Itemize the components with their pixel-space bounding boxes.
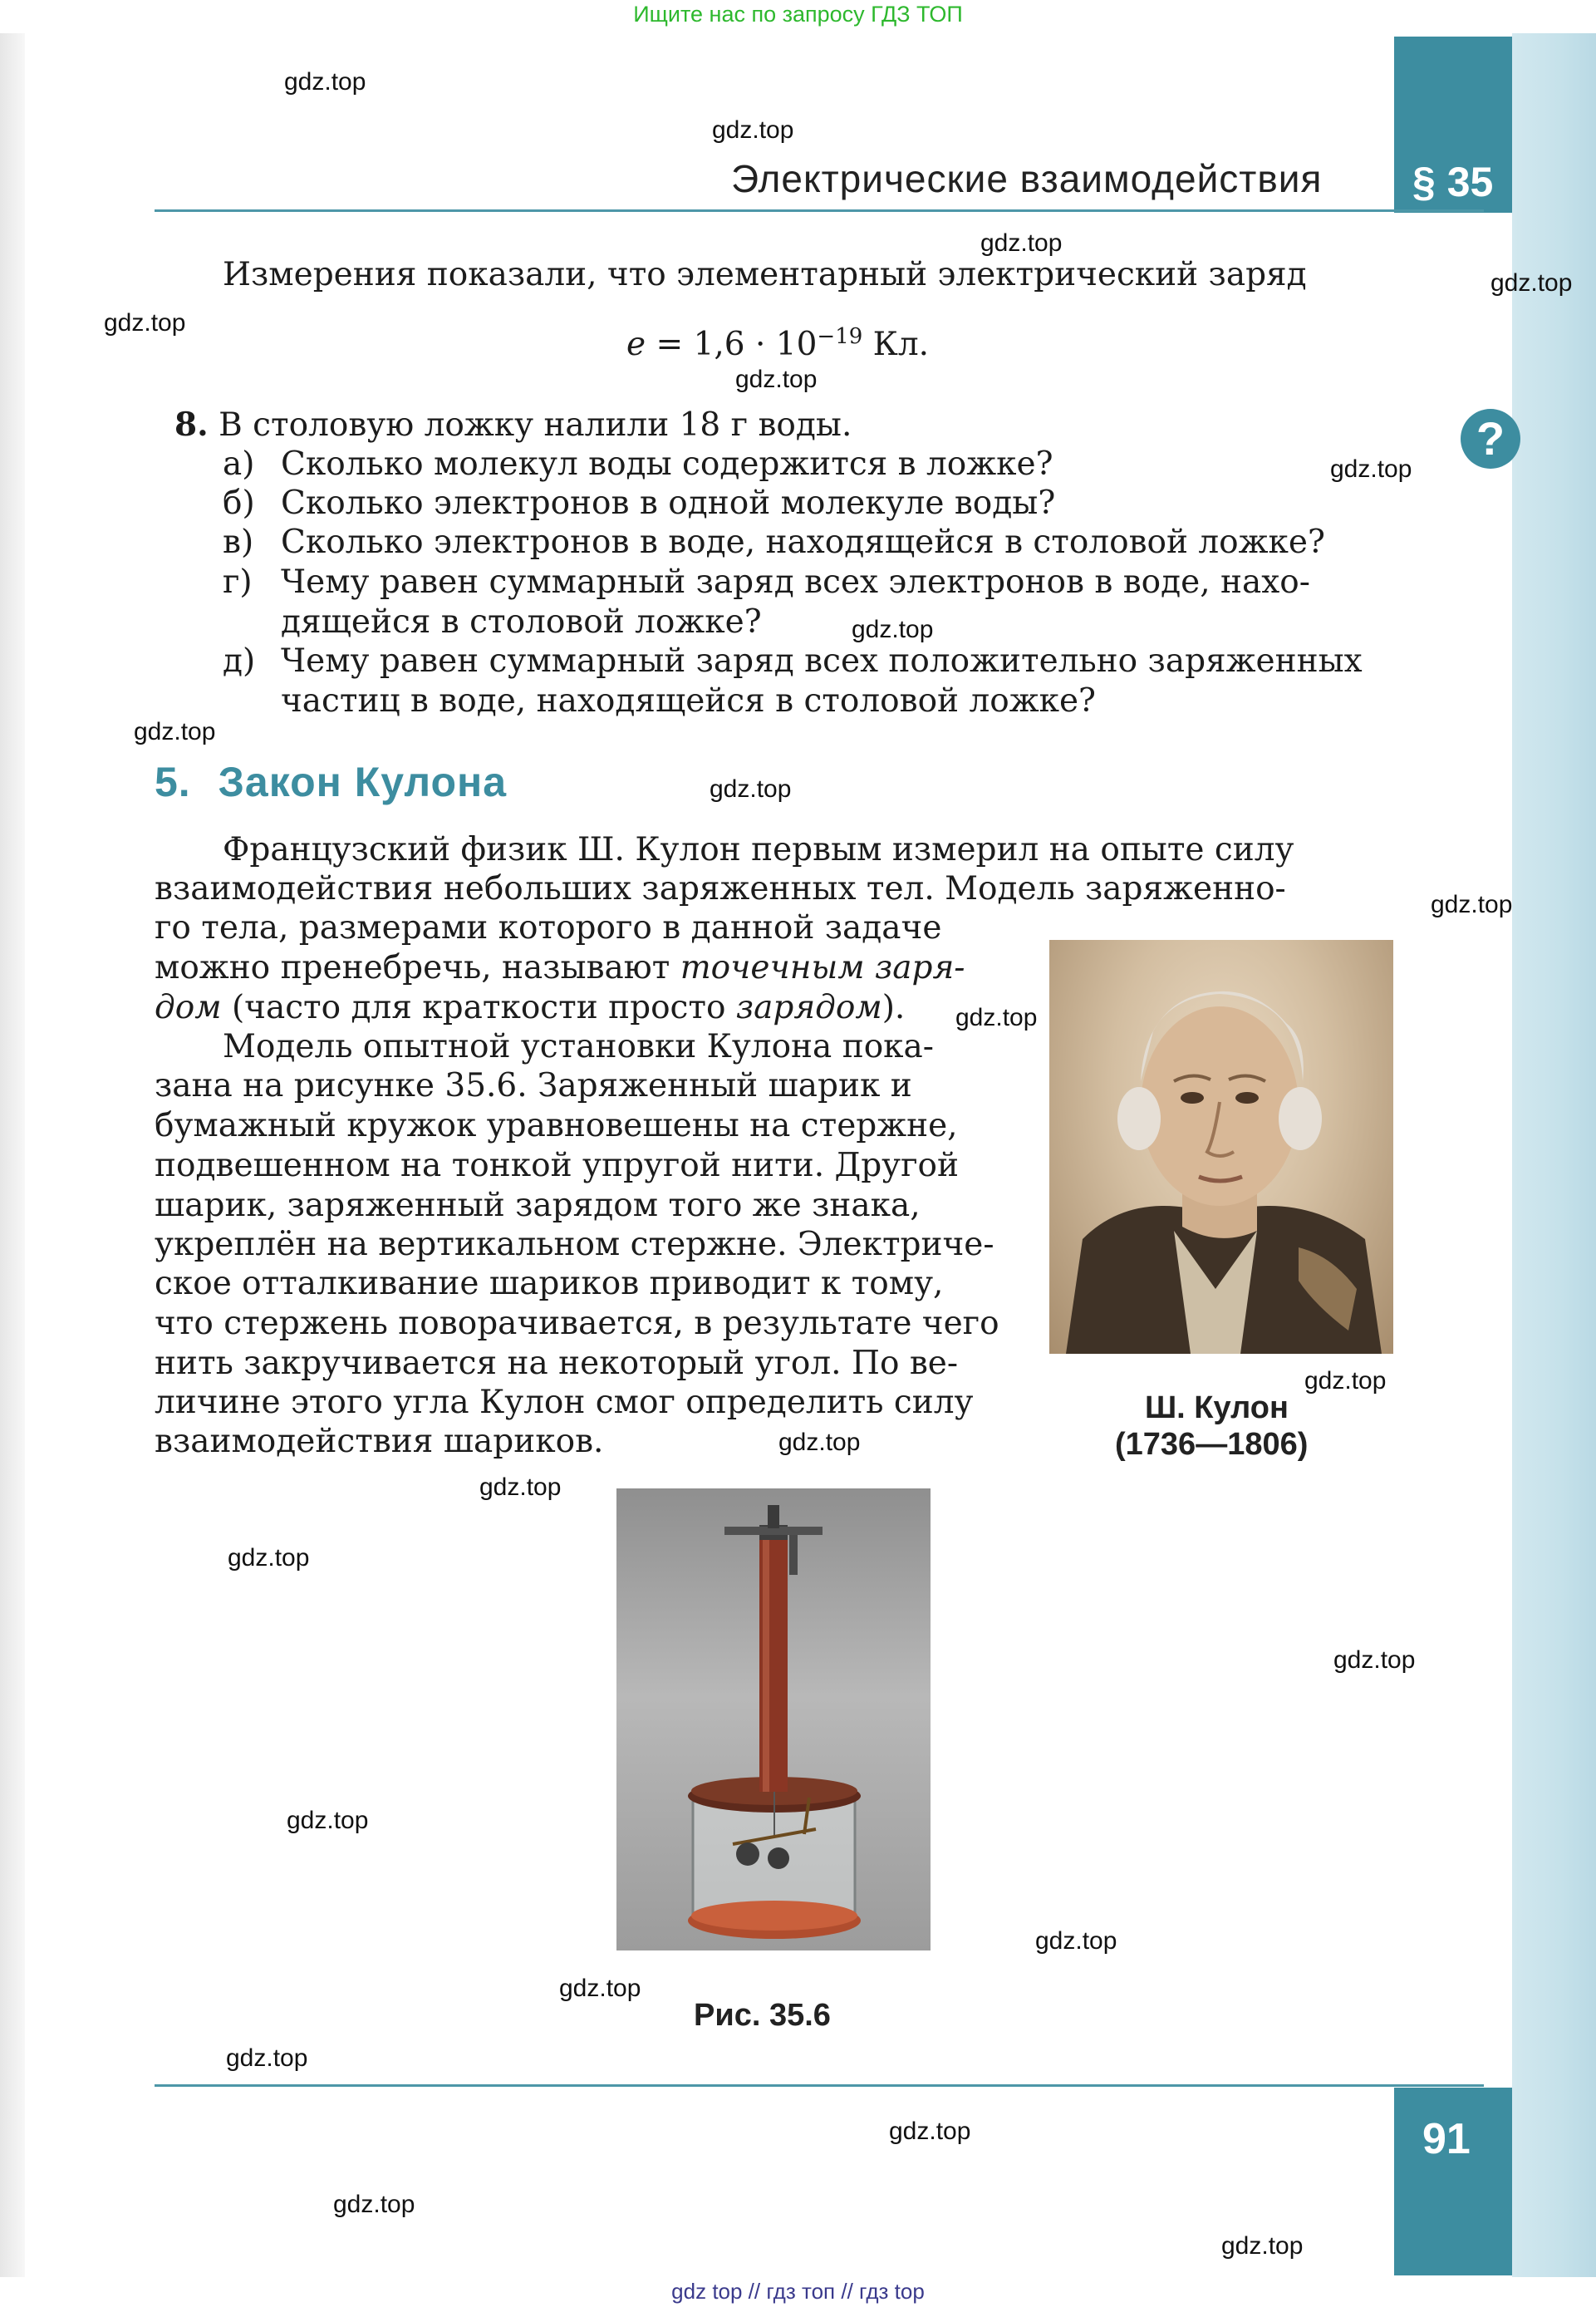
page-header-title: Электрические взаимодействия [731, 157, 1323, 200]
term-point-charge: точечным заря- [680, 949, 965, 986]
task-item-letter: а) [223, 445, 255, 483]
page-side-strip [1512, 33, 1596, 2277]
paragraph-line [155, 989, 905, 1026]
watermark: gdz.top [284, 68, 366, 96]
watermark: gdz.top [1330, 455, 1412, 483]
section-number: 5. [155, 759, 191, 805]
watermark: gdz.top [333, 2191, 415, 2218]
watermark: gdz.top [1333, 1646, 1416, 1674]
task-item-text: Чему равен суммарный заряд всех электронов в воде, нахо- [281, 563, 1310, 601]
paragraph-line: что стержень поворачивается, в результате чего [155, 1305, 999, 1342]
formula [626, 324, 929, 363]
task-item-text: Чему равен суммарный заряд всех положительно заряженных [281, 642, 1363, 680]
section-tab [1394, 37, 1512, 213]
footer-rule [155, 2084, 1484, 2087]
paragraph-line: взаимодействия небольших заряженных тел. Модель заряженно- [155, 870, 1286, 908]
portrait-caption-name: Ш. Кулон [1145, 1390, 1289, 1425]
section-heading [155, 758, 507, 806]
page-number-tab [1394, 2088, 1512, 2275]
task-item [223, 524, 1325, 561]
figure-caption: Рис. 35.6 [694, 1998, 831, 2033]
page-binding-edge [0, 33, 25, 2277]
task-item-letter: б) [223, 485, 255, 522]
task-item-text: Сколько электронов в одной молекуле воды? [281, 485, 1056, 522]
paragraph-text: ). [881, 989, 906, 1026]
question-icon[interactable]: ? [1461, 409, 1520, 469]
task-item-continuation: частиц в воде, находящейся в столовой ложке? [281, 682, 1096, 720]
term-point-charge-end: дом [155, 989, 222, 1026]
watermark: gdz.top [852, 616, 934, 643]
task-item [223, 642, 1363, 680]
watermark: gdz.top [1431, 891, 1513, 918]
paragraph-line: Модель опытной установки Кулона пока- [223, 1028, 934, 1065]
task-lead: В столовую ложку налили 18 г воды. [219, 406, 852, 444]
watermark: gdz.top [1221, 2232, 1304, 2260]
watermark: gdz.top [955, 1004, 1038, 1031]
paragraph-line: Французский физик Ш. Кулон первым измерил на опыте силу [223, 831, 1294, 868]
watermark: gdz.top [228, 1544, 310, 1572]
intro-line: Измерения показали, что элементарный электрический заряд [223, 256, 1307, 293]
paragraph-line: ское отталкивание шариков приводит к тому, [155, 1265, 944, 1302]
paragraph-line: личине этого угла Кулон смог определить силу [155, 1384, 974, 1421]
section-tab-label: § 35 [1412, 159, 1494, 205]
task-item [223, 485, 1055, 522]
paragraph-line: взаимодействия шариков. [155, 1423, 604, 1460]
watermark: gdz.top [712, 116, 794, 144]
watermark: gdz.top [134, 718, 216, 745]
formula-unit: Кл. [862, 326, 930, 363]
coulomb-torsion-balance-image [616, 1488, 931, 1950]
paragraph-text: (часто для краткости просто [221, 989, 736, 1026]
watermark: gdz.top [778, 1429, 861, 1456]
task-item-letter: д) [223, 642, 256, 680]
formula-exponent: −19 [817, 324, 863, 349]
portrait-illustration [1049, 940, 1393, 1354]
header-rule [155, 209, 1484, 212]
task-heading [174, 406, 852, 444]
watermark: gdz.top [735, 366, 818, 393]
watermark: gdz.top [980, 229, 1063, 257]
watermark: gdz.top [710, 775, 792, 803]
paragraph-line: бумажный кружок уравновешены на стержне, [155, 1107, 958, 1144]
task-number: 8. [174, 406, 209, 444]
apparatus-illustration [616, 1488, 931, 1950]
task-item-text: Сколько молекул воды содержится в ложке? [281, 445, 1053, 483]
task-item [223, 563, 1310, 601]
bottom-banner[interactable]: gdz top // гдз топ // гдз top [671, 2279, 925, 2304]
section-title: Закон Кулона [218, 759, 508, 805]
watermark: gdz.top [226, 2044, 308, 2072]
task-item-letter: в) [223, 524, 254, 561]
paragraph-line: зана на рисунке 35.6. Заряженный шарик и [155, 1067, 912, 1104]
portrait-caption-years: (1736—1806) [1115, 1427, 1309, 1462]
watermark: gdz.top [479, 1473, 562, 1501]
watermark: gdz.top [559, 1975, 641, 2002]
coulomb-portrait-image [1049, 940, 1393, 1354]
watermark: gdz.top [104, 309, 186, 337]
watermark: gdz.top [889, 2118, 971, 2145]
task-item-letter: г) [223, 563, 253, 601]
watermark: gdz.top [1304, 1367, 1387, 1395]
paragraph-line: шарик, заряженный зарядом того же знака, [155, 1187, 921, 1224]
paragraph-line: подвешенном на тонкой упругой нити. Другой [155, 1147, 960, 1184]
task-item-text: Сколько электронов в воде, находящейся в столовой ложке? [281, 524, 1325, 561]
paragraph-text: можно пренебречь, называют [155, 949, 680, 986]
task-item [223, 445, 1053, 483]
formula-symbol: e [626, 326, 646, 363]
formula-value: = 1,6 · 10 [646, 326, 818, 363]
term-charge: зарядом [735, 989, 882, 1026]
watermark: gdz.top [287, 1807, 369, 1834]
task-item-continuation: дящейся в столовой ложке? [281, 603, 762, 641]
top-banner[interactable]: Ищите нас по запросу ГДЗ ТОП [633, 2, 963, 27]
paragraph-line: го тела, размерами которого в данной задаче [155, 909, 942, 947]
watermark: gdz.top [1490, 269, 1573, 297]
paragraph-line: укреплён на вертикальном стержне. Электриче- [155, 1226, 994, 1263]
paragraph-line [155, 949, 965, 986]
watermark: gdz.top [1035, 1927, 1117, 1955]
paragraph-line: нить закручивается на некоторый угол. По ве- [155, 1345, 959, 1382]
page-number: 91 [1422, 2115, 1471, 2163]
